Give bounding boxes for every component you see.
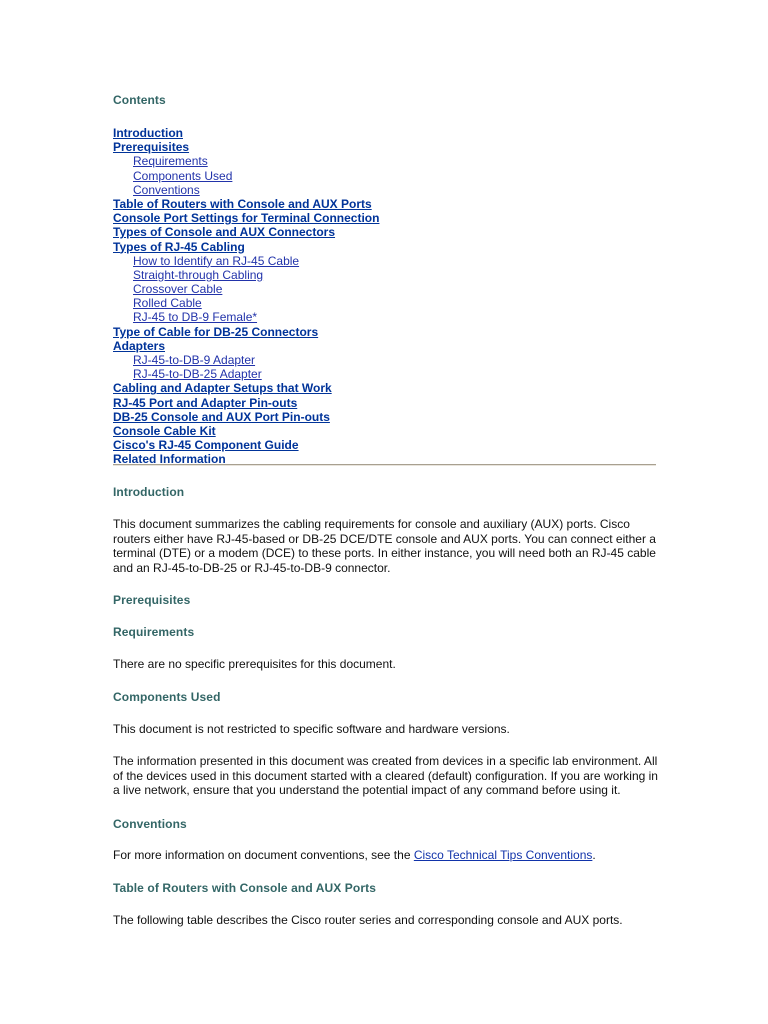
toc-item [113, 438, 658, 452]
introduction-heading: Introduction [113, 485, 185, 499]
toc-item [113, 126, 658, 140]
toc-item [113, 424, 658, 438]
toc-link-components-used[interactable]: Components Used [133, 168, 233, 183]
toc-link-console-port-settings-for-terminal-connection[interactable]: Console Port Settings for Terminal Connection [113, 211, 380, 226]
toc-item [113, 225, 658, 239]
toc-item [113, 140, 658, 154]
table-of-contents [113, 126, 658, 467]
toc-item [113, 353, 658, 367]
toc-link-table-of-routers-with-console-and-aux-ports[interactable]: Table of Routers with Console and AUX Ports [113, 196, 372, 211]
toc-link-db-25-console-and-aux-port-pin-outs[interactable]: DB-25 Console and AUX Port Pin-outs [113, 409, 330, 424]
toc-item [113, 154, 658, 168]
toc-link-type-of-cable-for-db-25-connectors[interactable]: Type of Cable for DB-25 Connectors [113, 324, 319, 339]
toc-item [113, 310, 658, 324]
cisco-technical-tips-conventions-link[interactable]: Cisco Technical Tips Conventions [413, 848, 593, 862]
contents-heading: Contents [113, 93, 166, 107]
routers-table-heading: Table of Routers with Console and AUX Ports [113, 881, 376, 895]
toc-link-cabling-and-adapter-setups-that-work[interactable]: Cabling and Adapter Setups that Work [113, 381, 332, 396]
toc-item [113, 339, 658, 353]
toc-link-adapters[interactable]: Adapters [113, 338, 166, 353]
toc-link-how-to-identify-an-rj-45-cable[interactable]: How to Identify an RJ-45 Cable [133, 253, 300, 268]
conventions-text: For more information on document conventions, see the [113, 848, 414, 862]
toc-link-rj-45-port-and-adapter-pin-outs[interactable]: RJ-45 Port and Adapter Pin-outs [113, 395, 298, 410]
toc-link-rj-45-to-db-9-adapter[interactable]: RJ-45-to-DB-9 Adapter [133, 353, 256, 367]
toc-item [113, 367, 658, 381]
toc-item [113, 211, 658, 225]
toc-item [113, 282, 658, 296]
toc-link-console-cable-kit[interactable]: Console Cable Kit [113, 423, 216, 438]
toc-link-types-of-rj-45-cabling[interactable]: Types of RJ-45 Cabling [113, 239, 245, 254]
toc-link-types-of-console-and-aux-connectors[interactable]: Types of Console and AUX Connectors [113, 225, 336, 240]
introduction-paragraph: This document summarizes the cabling requirements for console and auxiliary (AUX) ports. Cisco routers either have RJ-45-based or DB-25 DCE/DTE console and AUX ports. You can connect either a terminal (DTE) or a modem (DCE) to these ports. In either instance, you will need both an RJ-45 cable and an RJ-45-to-DB-25 or RJ-45-to-DB-9 connector. [113, 517, 656, 575]
toc-item [113, 410, 658, 424]
toc-link-conventions[interactable]: Conventions [133, 182, 200, 197]
requirements-paragraph: There are no specific prerequisites for this document. [113, 657, 396, 671]
routers-table-paragraph: The following table describes the Cisco router series and corresponding console and AUX ports. [113, 913, 623, 927]
toc-link-straight-through-cabling[interactable]: Straight-through Cabling [133, 267, 264, 282]
toc-link-requirements[interactable]: Requirements [133, 154, 208, 169]
toc-item [113, 197, 658, 211]
toc-item [113, 381, 658, 395]
toc-item [113, 254, 658, 268]
conventions-paragraph [113, 848, 658, 863]
components-used-paragraph-2: The information presented in this document was created from devices in a specific lab environment. All of the devices used in this document started with a cleared (default) configuration. If you are working in a live network, ensure that you understand the potential impact of any command before using it. [113, 754, 658, 797]
toc-link-introduction[interactable]: Introduction [113, 126, 183, 140]
toc-item [113, 240, 658, 254]
toc-item [113, 268, 658, 282]
toc-link-rj-45-to-db-25-adapter[interactable]: RJ-45-to-DB-25 Adapter [133, 367, 262, 382]
requirements-heading: Requirements [113, 625, 195, 639]
section-divider [113, 464, 656, 466]
toc-item [113, 183, 658, 197]
toc-link-crossover-cable[interactable]: Crossover Cable [133, 282, 223, 297]
conventions-heading: Conventions [113, 817, 187, 831]
toc-link-rolled-cable[interactable]: Rolled Cable [133, 296, 202, 311]
conventions-text-end: . [592, 848, 596, 862]
toc-link-prerequisites[interactable]: Prerequisites [113, 140, 190, 155]
toc-item [113, 169, 658, 183]
toc-item [113, 396, 658, 410]
components-used-paragraph-1: This document is not restricted to specific software and hardware versions. [113, 722, 510, 736]
toc-link-cisco-s-rj-45-component-guide[interactable]: Cisco's RJ-45 Component Guide [113, 438, 299, 453]
toc-link-related-information[interactable]: Related Information [113, 452, 226, 467]
prerequisites-heading: Prerequisites [113, 593, 191, 607]
toc-item [113, 325, 658, 339]
toc-link-rj-45-to-db-9-female[interactable]: RJ-45 to DB-9 Female* [133, 310, 258, 325]
components-used-heading: Components Used [113, 690, 221, 704]
toc-item [113, 296, 658, 310]
